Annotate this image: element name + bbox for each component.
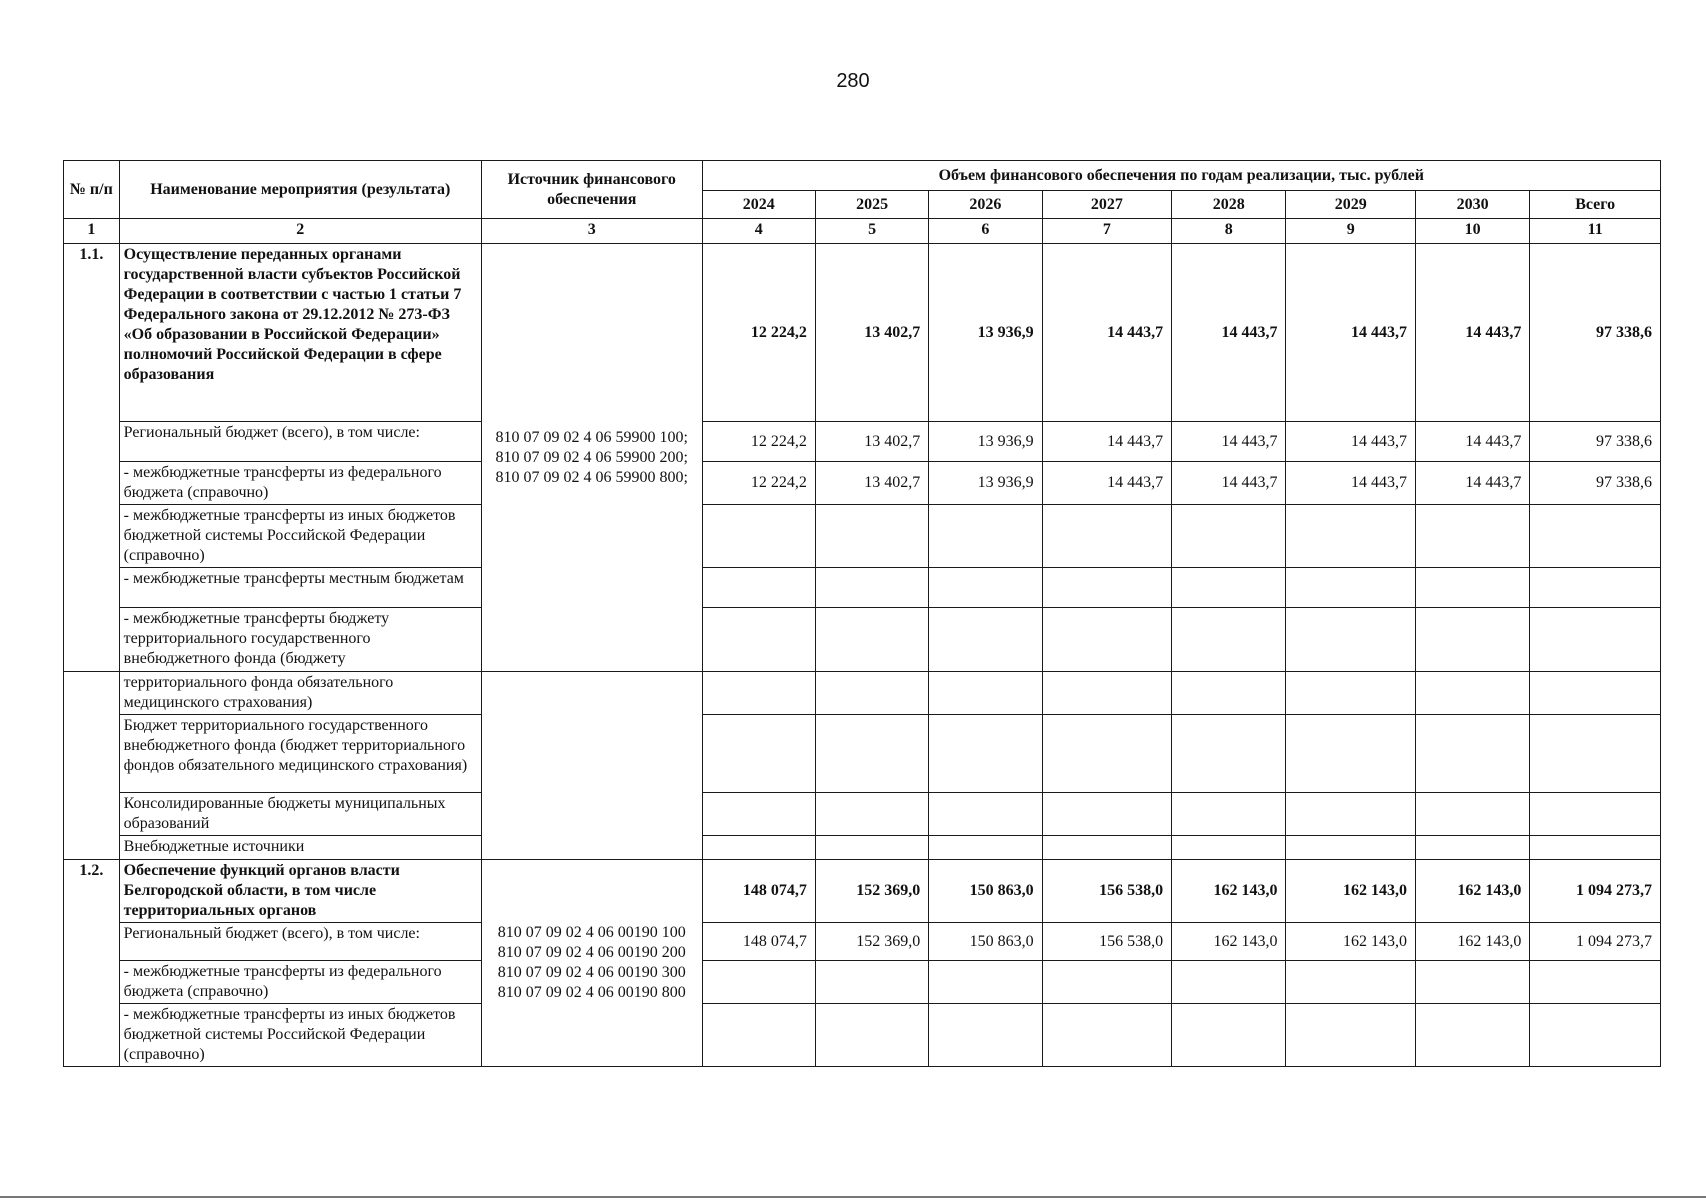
value-total: 97 338,6 <box>1530 462 1661 505</box>
value-year: 156 538,0 <box>1042 860 1172 923</box>
header-year: 2029 <box>1286 191 1416 219</box>
value-year <box>1172 608 1286 672</box>
table-row <box>64 672 1661 715</box>
value-total <box>1530 836 1661 860</box>
value-year: 12 224,2 <box>702 244 815 422</box>
value-year: 14 443,7 <box>1416 462 1530 505</box>
column-index: 6 <box>929 219 1042 244</box>
header-year: 2030 <box>1416 191 1530 219</box>
table-row <box>64 1004 1661 1067</box>
activity-name: - межбюджетные трансферты из федерального бюджета (справочно) <box>119 961 481 1004</box>
value-year <box>1172 836 1286 860</box>
value-year <box>1042 672 1172 715</box>
value-year <box>929 608 1042 672</box>
funding-source <box>481 672 702 860</box>
table-row <box>64 568 1661 608</box>
value-year <box>929 793 1042 836</box>
value-year <box>1172 793 1286 836</box>
value-year <box>815 1004 928 1067</box>
section-number: 1.1. <box>64 244 120 672</box>
column-index: 2 <box>119 219 481 244</box>
table-row <box>64 836 1661 860</box>
value-year <box>929 568 1042 608</box>
value-year <box>702 715 815 793</box>
value-year <box>1286 836 1416 860</box>
value-year <box>815 672 928 715</box>
value-total <box>1530 715 1661 793</box>
value-total: 1 094 273,7 <box>1530 923 1661 961</box>
value-year <box>1416 608 1530 672</box>
value-year <box>1286 608 1416 672</box>
table-row <box>64 422 1661 462</box>
activity-name: - межбюджетные трансферты из федерального бюджета (справочно) <box>119 462 481 505</box>
table-row <box>64 860 1661 923</box>
activity-name: - межбюджетные трансферты бюджету территориального государственного внебюджетного фонда (бюджету <box>119 608 481 672</box>
header-year: 2025 <box>815 191 928 219</box>
column-index: 9 <box>1286 219 1416 244</box>
value-year <box>1416 961 1530 1004</box>
value-total <box>1530 672 1661 715</box>
value-year: 156 538,0 <box>1042 923 1172 961</box>
value-year <box>1042 505 1172 568</box>
page-number: 280 <box>836 70 870 92</box>
value-year <box>1042 568 1172 608</box>
value-year: 162 143,0 <box>1416 860 1530 923</box>
value-year <box>1286 672 1416 715</box>
column-index: 11 <box>1530 219 1661 244</box>
value-year: 13 402,7 <box>815 244 928 422</box>
value-year: 162 143,0 <box>1286 923 1416 961</box>
value-year <box>1416 836 1530 860</box>
value-year <box>1172 505 1286 568</box>
column-index: 8 <box>1172 219 1286 244</box>
column-index: 4 <box>702 219 815 244</box>
section-number: 1.2. <box>64 860 120 1067</box>
value-year <box>1172 568 1286 608</box>
value-total <box>1530 1004 1661 1067</box>
value-year <box>929 672 1042 715</box>
table-row <box>64 244 1661 422</box>
value-year <box>1042 793 1172 836</box>
value-year <box>1172 1004 1286 1067</box>
value-year <box>929 836 1042 860</box>
value-year: 162 143,0 <box>1172 923 1286 961</box>
activity-name: Региональный бюджет (всего), в том числе: <box>119 422 481 462</box>
value-year <box>1416 1004 1530 1067</box>
activity-name: - межбюджетные трансферты из иных бюджетов бюджетной системы Российской Федерации (справочно) <box>119 505 481 568</box>
value-year <box>1286 715 1416 793</box>
value-year: 14 443,7 <box>1416 422 1530 462</box>
column-index: 5 <box>815 219 928 244</box>
value-total <box>1530 793 1661 836</box>
value-year <box>929 505 1042 568</box>
header-year: Всего <box>1530 191 1661 219</box>
value-year: 13 936,9 <box>929 462 1042 505</box>
value-year <box>1286 1004 1416 1067</box>
value-year: 162 143,0 <box>1172 860 1286 923</box>
value-year: 152 369,0 <box>815 923 928 961</box>
value-year: 14 443,7 <box>1042 422 1172 462</box>
value-year <box>815 505 928 568</box>
page-bottom-edge <box>0 1196 1706 1198</box>
value-year: 14 443,7 <box>1172 244 1286 422</box>
value-year <box>929 1004 1042 1067</box>
value-year: 150 863,0 <box>929 860 1042 923</box>
funding-source: 810 07 09 02 4 06 59900 100; 810 07 09 02 4 06 59900 200; 810 07 09 02 4 06 59900 800; <box>481 244 702 672</box>
header-year: 2027 <box>1042 191 1172 219</box>
value-year <box>702 505 815 568</box>
value-year <box>1042 715 1172 793</box>
activity-name: Внебюджетные источники <box>119 836 481 860</box>
value-year <box>815 715 928 793</box>
activity-name: Осуществление переданных органами государственной власти субъектов Российской Федерации в соответствии с частью 1 статьи 7 Федерального закона от 29.12.2012 № 273-ФЗ «Об образовании в Российской Федерации» полномочий Российской Федерации в сфере образования <box>119 244 481 422</box>
value-year: 14 443,7 <box>1042 244 1172 422</box>
activity-name: Консолидированные бюджеты муниципальных образований <box>119 793 481 836</box>
value-year <box>815 793 928 836</box>
header-year: 2024 <box>702 191 815 219</box>
table-row <box>64 505 1661 568</box>
table-row <box>64 462 1661 505</box>
value-year <box>702 961 815 1004</box>
value-year <box>1416 672 1530 715</box>
funding-source: 810 07 09 02 4 06 00190 100 810 07 09 02 4 06 00190 200 810 07 09 02 4 06 00190 300 810 07 09 02 4 06 00190 800 <box>481 860 702 1067</box>
value-year <box>815 961 928 1004</box>
column-index: 1 <box>64 219 120 244</box>
value-year: 12 224,2 <box>702 462 815 505</box>
value-year: 13 936,9 <box>929 244 1042 422</box>
value-year <box>1416 715 1530 793</box>
value-year: 14 443,7 <box>1172 422 1286 462</box>
value-year <box>1172 715 1286 793</box>
value-year <box>1286 961 1416 1004</box>
header-year: 2026 <box>929 191 1042 219</box>
table-row <box>64 608 1661 672</box>
value-year <box>929 961 1042 1004</box>
value-total <box>1530 961 1661 1004</box>
activity-name: Бюджет территориального государственного внебюджетного фонда (бюджет территориального фондов обязательного медицинского страхования) <box>119 715 481 793</box>
value-year: 12 224,2 <box>702 422 815 462</box>
value-year: 13 402,7 <box>815 422 928 462</box>
value-year <box>1172 672 1286 715</box>
header-year: 2028 <box>1172 191 1286 219</box>
value-year <box>1416 793 1530 836</box>
section-number <box>64 672 120 860</box>
table-row <box>64 961 1661 1004</box>
value-year: 14 443,7 <box>1042 462 1172 505</box>
activity-name: Обеспечение функций органов власти Белгородской области, в том числе территориальных органов <box>119 860 481 923</box>
value-year <box>702 568 815 608</box>
value-total: 1 094 273,7 <box>1530 860 1661 923</box>
value-year: 14 443,7 <box>1286 422 1416 462</box>
value-year <box>702 608 815 672</box>
value-year <box>702 672 815 715</box>
value-total: 97 338,6 <box>1530 422 1661 462</box>
activity-name: - межбюджетные трансферты из иных бюджетов бюджетной системы Российской Федерации (справочно) <box>119 1004 481 1067</box>
activity-name: Региональный бюджет (всего), в том числе: <box>119 923 481 961</box>
header-volume: Объем финансового обеспечения по годам реализации, тыс. рублей <box>702 161 1660 191</box>
value-year: 13 936,9 <box>929 422 1042 462</box>
value-year <box>1042 608 1172 672</box>
activity-name: - межбюджетные трансферты местным бюджетам <box>119 568 481 608</box>
header-name: Наименование мероприятия (результата) <box>119 161 481 219</box>
column-index: 3 <box>481 219 702 244</box>
value-year <box>815 836 928 860</box>
value-year <box>815 608 928 672</box>
table-row <box>64 715 1661 793</box>
value-year: 13 402,7 <box>815 462 928 505</box>
value-total <box>1530 608 1661 672</box>
value-year: 148 074,7 <box>702 923 815 961</box>
value-year: 14 443,7 <box>1172 462 1286 505</box>
column-index: 10 <box>1416 219 1530 244</box>
table-row <box>64 793 1661 836</box>
value-year <box>1172 961 1286 1004</box>
value-year <box>702 1004 815 1067</box>
value-year: 162 143,0 <box>1416 923 1530 961</box>
value-year <box>1286 505 1416 568</box>
value-year: 14 443,7 <box>1286 244 1416 422</box>
value-year <box>1286 568 1416 608</box>
value-year <box>1042 961 1172 1004</box>
value-year <box>1416 505 1530 568</box>
value-year <box>1042 836 1172 860</box>
column-index: 7 <box>1042 219 1172 244</box>
table-row <box>64 923 1661 961</box>
value-year: 14 443,7 <box>1416 244 1530 422</box>
value-year: 162 143,0 <box>1286 860 1416 923</box>
value-year <box>1416 568 1530 608</box>
value-year: 14 443,7 <box>1286 462 1416 505</box>
value-total: 97 338,6 <box>1530 244 1661 422</box>
header-source: Источник финансового обеспечения <box>481 161 702 219</box>
value-total <box>1530 568 1661 608</box>
header-num: № п/п <box>64 161 120 219</box>
value-year <box>702 793 815 836</box>
value-year: 148 074,7 <box>702 860 815 923</box>
financing-table <box>63 160 1661 1067</box>
value-year <box>929 715 1042 793</box>
activity-name: территориального фонда обязательного медицинского страхования) <box>119 672 481 715</box>
value-year <box>702 836 815 860</box>
value-total <box>1530 505 1661 568</box>
value-year <box>1042 1004 1172 1067</box>
value-year <box>815 568 928 608</box>
value-year <box>1286 793 1416 836</box>
value-year: 150 863,0 <box>929 923 1042 961</box>
value-year: 152 369,0 <box>815 860 928 923</box>
